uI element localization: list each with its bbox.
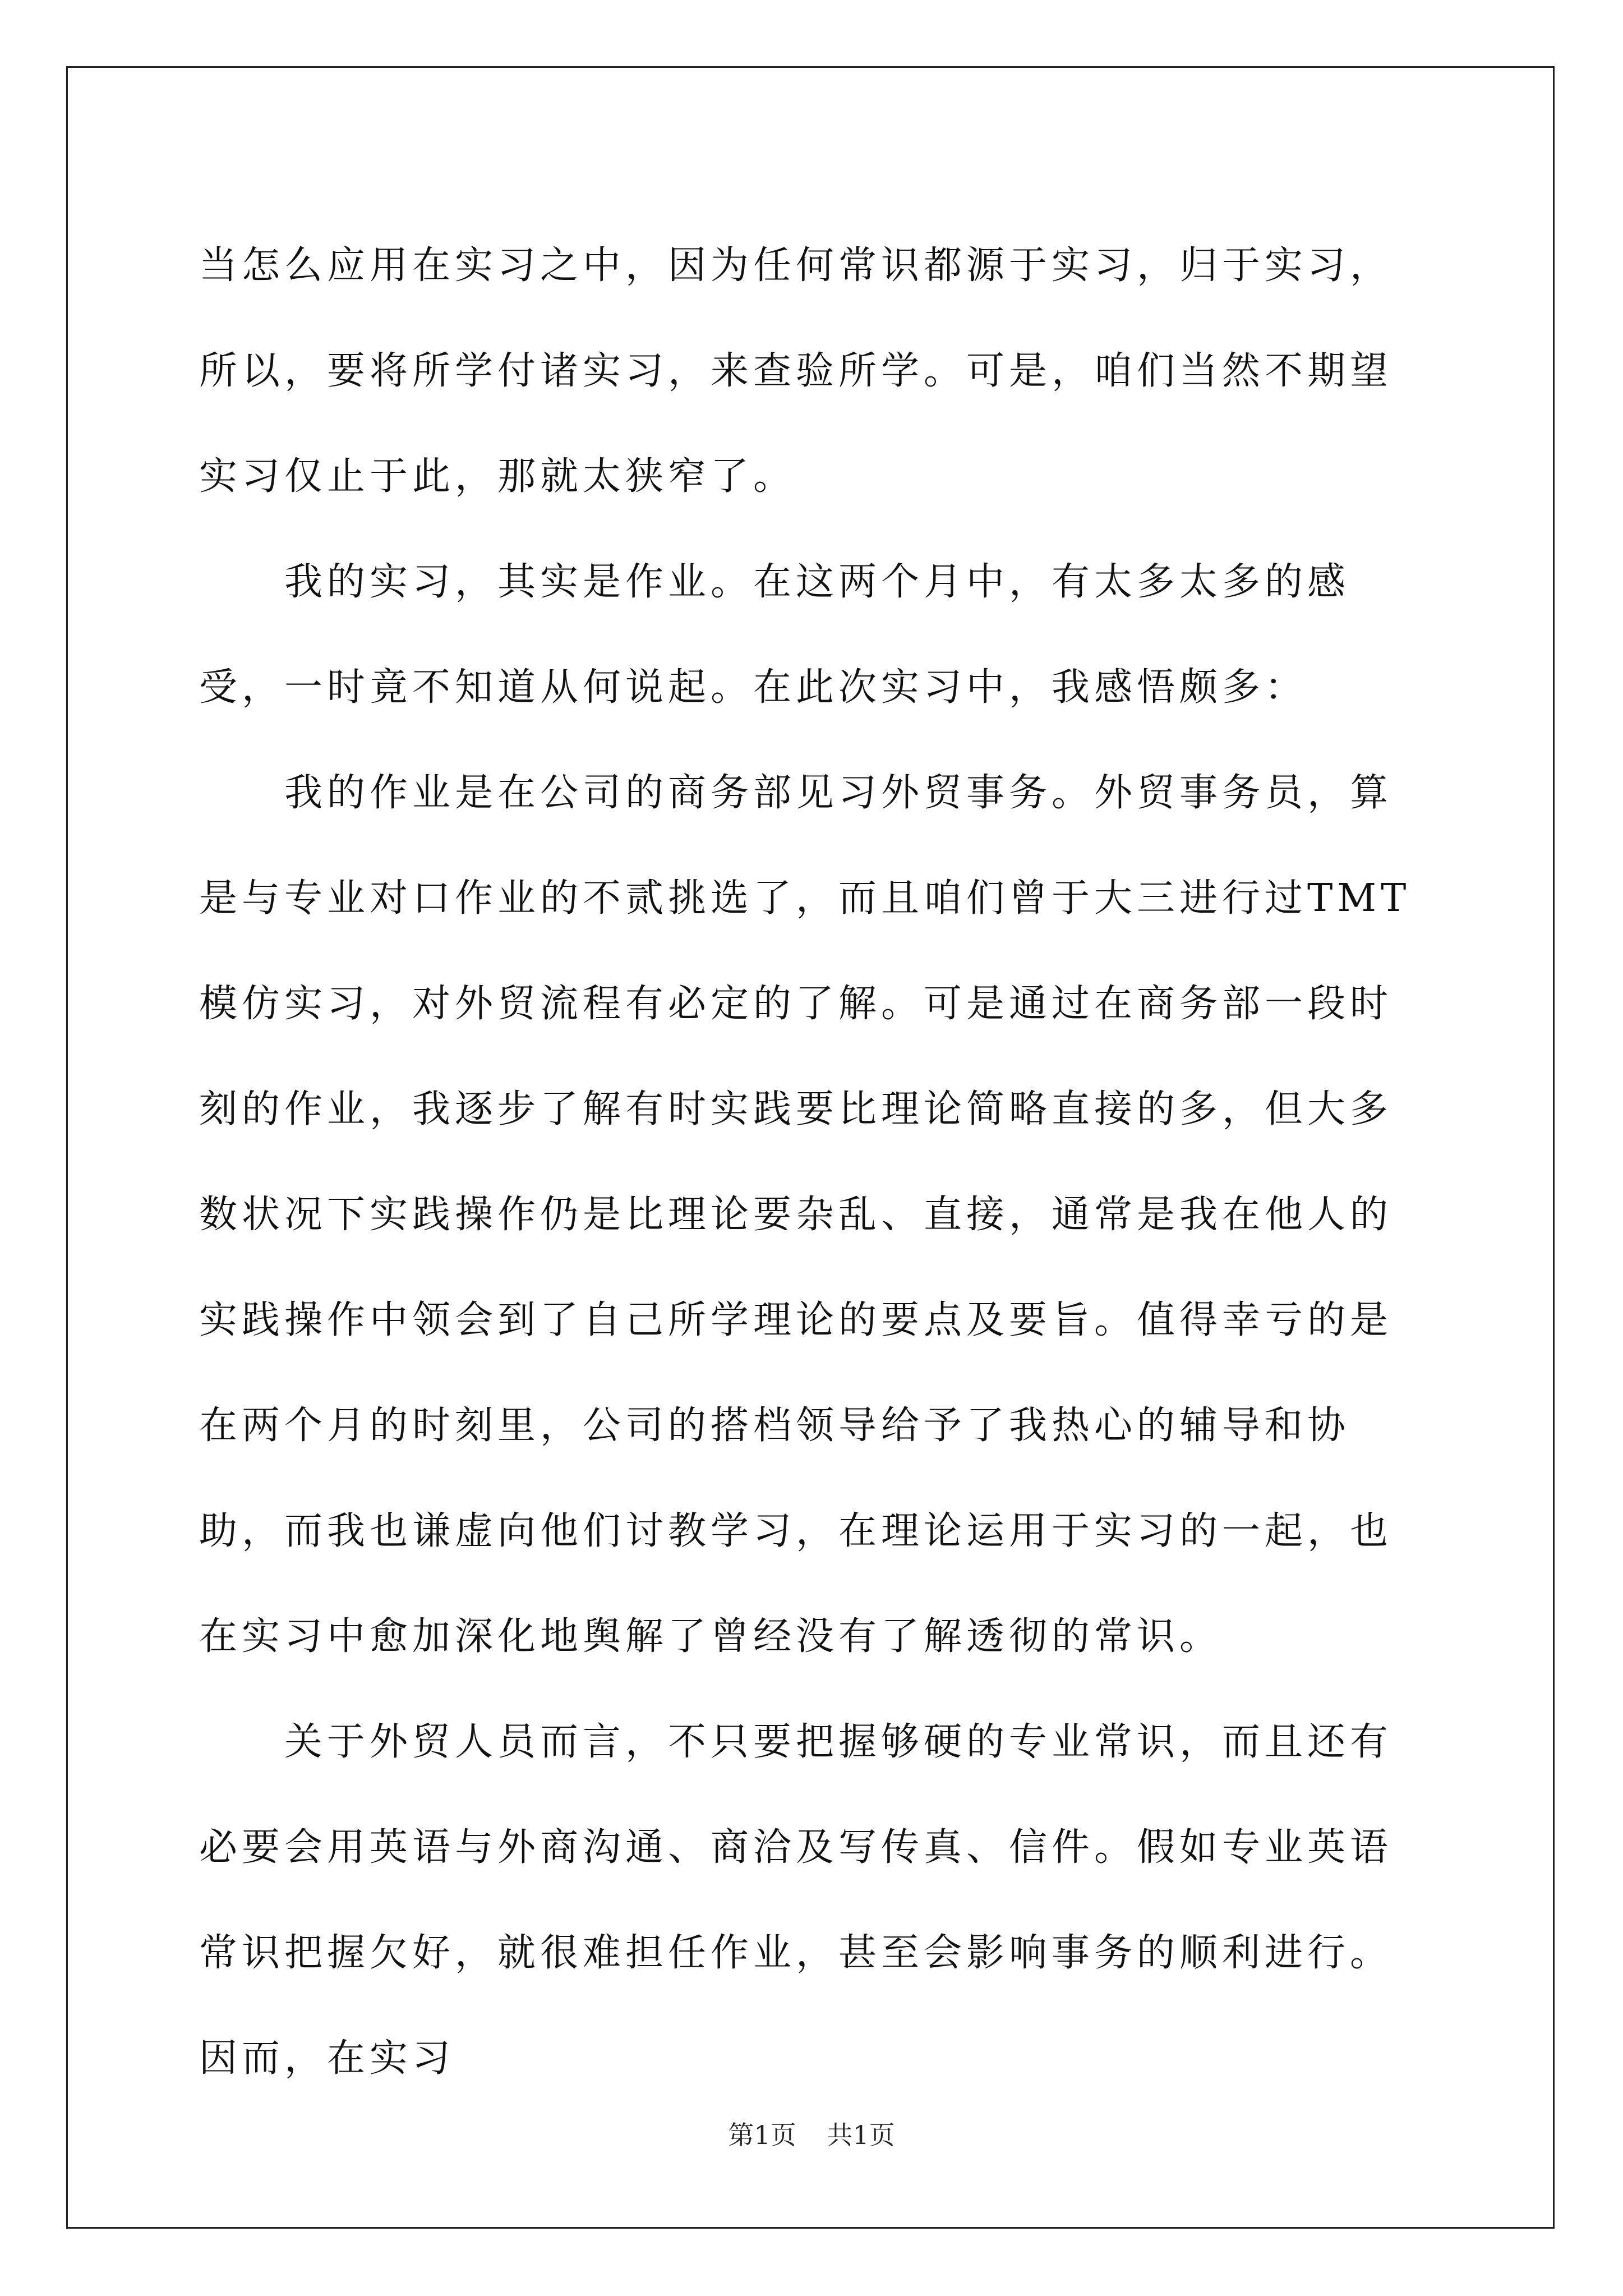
paragraph-4: 关于外贸人员而言，不只要把握够硬的专业常识，而且还有必要会用英语与外商沟通、商洽及写传真、信件。假如专业英语常识把握欠好，就很难担任作业，甚至会影响事务的顺利进行。因而，在实习 <box>199 1720 1393 2081</box>
page-number-current: 第1页 <box>728 2120 796 2150</box>
paragraph-3: 我的作业是在公司的商务部见习外贸事务。外贸事务员，算是与专业对口作业的不贰挑选了，而且咱们曾于大三进行过TMT模仿实习，对外贸流程有必定的了解。可是通过在商务部一段时刻的作业，我逐步了解有时实践要比理论简略直接的多，但大多数状况下实践操作仍是比理论要杂乱、直接，通常是我在他人的实践操作中领会到了自己所学理论的要点及要旨。值得幸亏的是在两个月的时刻里，公司的搭档领导给予了我热心的辅导和协助，而我也谦虚向他们讨教学习，在理论运用于实习的一起，也在实习中愈加深化地舆解了曾经没有了解透彻的常识。 <box>199 771 1411 1659</box>
document-body <box>199 213 1433 2111</box>
page-footer <box>0 2115 1623 2152</box>
page-number-total: 共1页 <box>827 2120 895 2150</box>
paragraph-2: 我的实习，其实是作业。在这两个月中，有太多太多的感受，一时竟不知道从何说起。在此次实习中，我感悟颇多： <box>199 560 1350 710</box>
paragraph-1: 当怎么应用在实习之中，因为任何常识都源于实习，归于实习，所以，要将所学付诸实习，来查验所学。可是，咱们当然不期望实习仅止于此，那就太狭窄了。 <box>199 243 1393 499</box>
